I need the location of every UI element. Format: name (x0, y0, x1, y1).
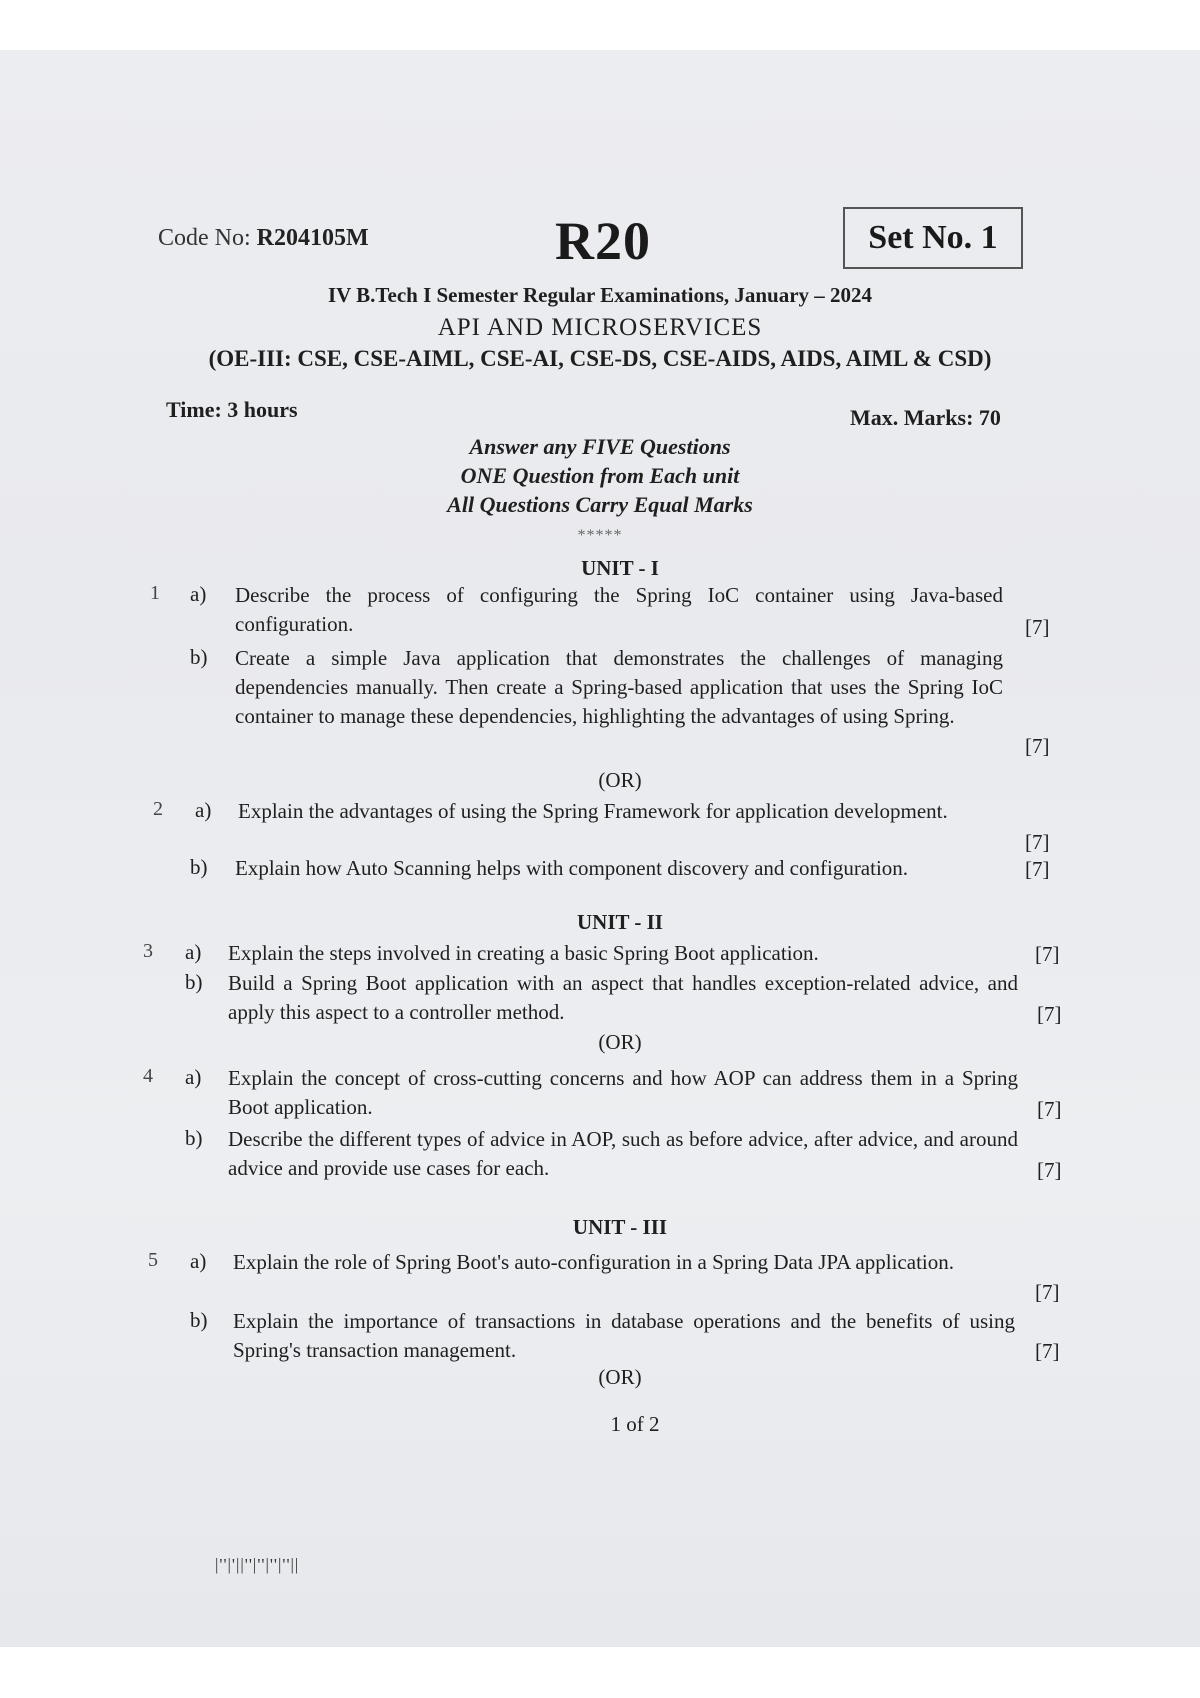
question-text: Explain the steps involved in creating a basic Spring Boot application. (228, 941, 819, 965)
code-value: R204105M (256, 225, 369, 251)
marks-label: [7] (1037, 1158, 1062, 1182)
page-number: 1 of 2 (610, 1412, 660, 1436)
question-text: Explain the importance of transactions in database operations and the benefits of using Spring's transaction management. (233, 1309, 1015, 1362)
code-number (158, 225, 369, 252)
marks-label: [7] (1025, 857, 1050, 881)
time-label: Time: 3 hours (166, 397, 298, 422)
question-number: 3 (143, 940, 153, 962)
branches-line: (OE-III: CSE, CSE-AIML, CSE-AI, CSE-DS, CSE-AIDS, AIDS, AIML & CSD) (208, 346, 992, 371)
separator-stars: ***** (577, 527, 623, 544)
part-label: a) (185, 940, 202, 964)
unit-heading: UNIT - I (581, 556, 659, 580)
unit-heading: UNIT - III (572, 1215, 668, 1239)
or-separator: (OR) (598, 1030, 642, 1054)
part-label: b) (190, 855, 208, 879)
or-separator: (OR) (598, 768, 642, 792)
part-label: a) (190, 582, 207, 606)
part-label: b) (185, 1126, 203, 1150)
part-label: b) (190, 1308, 208, 1332)
question-text: Explain how Auto Scanning helps with component discovery and configuration. (235, 856, 909, 880)
marks-label: [7] (1025, 615, 1050, 639)
unit-heading: UNIT - II (577, 910, 663, 934)
regulation-label: R20 (555, 211, 651, 271)
instruction-line-1: Answer any FIVE Questions (469, 434, 731, 459)
question-text: Build a Spring Boot application with an aspect that handles exception-related advice, and apply this aspect to a controller method. (228, 971, 1018, 1024)
part-label: a) (195, 798, 212, 822)
subject-title: API AND MICROSERVICES (437, 314, 763, 341)
part-label: b) (190, 645, 208, 669)
max-marks-label: Max. Marks: 70 (850, 405, 1001, 430)
question-text: Describe the process of configuring the Spring IoC container using Java-based configuration. (235, 583, 1003, 636)
question-text: Explain the role of Spring Boot's auto-configuration in a Spring Data JPA application. (233, 1250, 954, 1274)
marks-label: [7] (1025, 830, 1050, 854)
question-text: Explain the advantages of using the Spring Framework for application development. (238, 799, 948, 823)
question-number: 2 (153, 798, 163, 820)
instruction-line-2: ONE Question from Each unit (460, 463, 740, 488)
question-number: 4 (143, 1065, 153, 1087)
part-label: a) (190, 1249, 207, 1273)
marks-label: [7] (1035, 1339, 1060, 1363)
part-label: a) (185, 1065, 202, 1089)
barcode-mark: |''|'||''|''|''|''|| (215, 1555, 300, 1574)
or-separator: (OR) (598, 1365, 642, 1389)
question-number: 1 (150, 582, 160, 604)
marks-label: [7] (1035, 1280, 1060, 1304)
marks-label: [7] (1035, 942, 1060, 966)
instruction-line-3: All Questions Carry Equal Marks (447, 492, 753, 517)
question-number: 5 (148, 1249, 158, 1271)
marks-label: [7] (1025, 734, 1050, 758)
question-text: Explain the concept of cross-cutting concerns and how AOP can address them in a Spring Boot application. (228, 1066, 1018, 1119)
question-text: Create a simple Java application that demonstrates the challenges of managing dependencies manually. Then create a Spring-based application that uses the Spring IoC container to manage these dependencies, highlighting the advantages of using Spring. (235, 646, 1003, 728)
code-label: Code No: (158, 225, 251, 251)
set-number-box: Set No. 1 (843, 207, 1023, 269)
marks-label: [7] (1037, 1097, 1062, 1121)
marks-label: [7] (1037, 1002, 1062, 1026)
part-label: b) (185, 970, 203, 994)
exam-title: IV B.Tech I Semester Regular Examinations, January – 2024 (327, 283, 873, 307)
question-text: Describe the different types of advice in AOP, such as before advice, after advice, and around advice and provide use cases for each. (228, 1127, 1018, 1180)
